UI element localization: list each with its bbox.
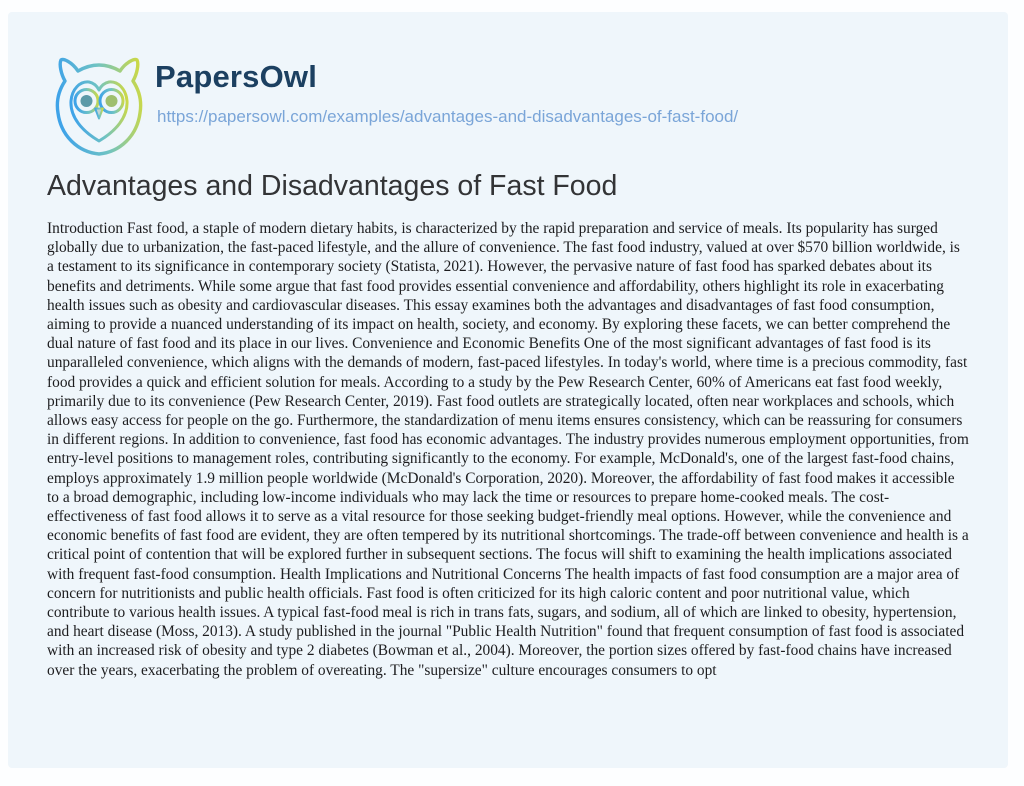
page-title: Advantages and Disadvantages of Fast Food [47,170,618,202]
source-url-link[interactable]: https://papersowl.com/examples/advantages-and-disadvantages-of-fast-food/ [157,107,739,126]
document-card [8,12,1008,768]
papersowl-logo[interactable] [50,56,148,162]
brand-name: PapersOwl [155,59,318,94]
owl-icon [50,56,148,162]
article-body-text: Introduction Fast food, a staple of modern dietary habits, is characterized by the rapid preparation and service of meals. Its popularity has surged globally due to urbanization, the fast-paced lifestyle, and the allure of convenience. The fast food industry, valued at over $570 billion worldwide, is a testament to its significance in contemporary society (Statista, 2021). However, the pervasive nature of fast food has sparked debates about its benefits and detriments. While some argue that fast food provides essential convenience and affordability, others highlight its role in exacerbating health issues such as obesity and cardiovascular diseases. This essay examines both the advantages and disadvantages of fast food consumption, aiming to provide a nuanced understanding of its impact on health, society, and economy. By exploring these facets, we can better comprehend the dual nature of fast food and its place in our lives. Convenience and Economic Benefits One of the most significant advantages of fast food is its unparalleled convenience, which aligns with the demands of modern, fast-paced lifestyles. In today's world, where time is a precious commodity, fast food provides a quick and efficient solution for meals. According to a study by the Pew Research Center, 60% of Americans eat fast food weekly, primarily due to its convenience (Pew Research Center, 2019). Fast food outlets are strategically located, often near workplaces and schools, which allows easy access for people on the go. Furthermore, the standardization of menu items ensures consistency, which can be reassuring for consumers in different regions. In addition to convenience, fast food has economic advantages. The industry provides numerous employment opportunities, from entry-level positions to management roles, contributing significantly to the economy. For example, McDonald's, one of the largest fast-food chains, employs approximately 1.9 million people worldwide (McDonald's Corporation, 2020). Moreover, the affordability of fast food makes it accessible to a broad demographic, including low-income individuals who may lack the time or resources to prepare home-cooked meals. The cost-effectiveness of fast food allows it to serve as a vital resource for those seeking budget-friendly meal options. However, while the convenience and economic benefits of fast food are evident, they are often tempered by its nutritional shortcomings. The trade-off between convenience and health is a critical point of contention that will be explored further in subsequent sections. The focus will shift to examining the health implications associated with frequent fast-food consumption. Health Implications and Nutritional Concerns The health impacts of fast food consumption are a major area of concern for nutritionists and public health officials. Fast food is often criticized for its high caloric content and poor nutritional value, which contribute to various health issues. A typical fast-food meal is rich in trans fats, sugars, and sodium, all of which are linked to obesity, hypertension, and heart disease (Moss, 2013). A study published in the journal "Public Health Nutrition" found that frequent consumption of fast food is associated with an increased risk of obesity and type 2 diabetes (Bowman et al., 2004). Moreover, the portion sizes offered by fast-food chains have increased over the years, exacerbating the problem of overeating. The "supersize" culture encourages consumers to opt [47,220,969,679]
